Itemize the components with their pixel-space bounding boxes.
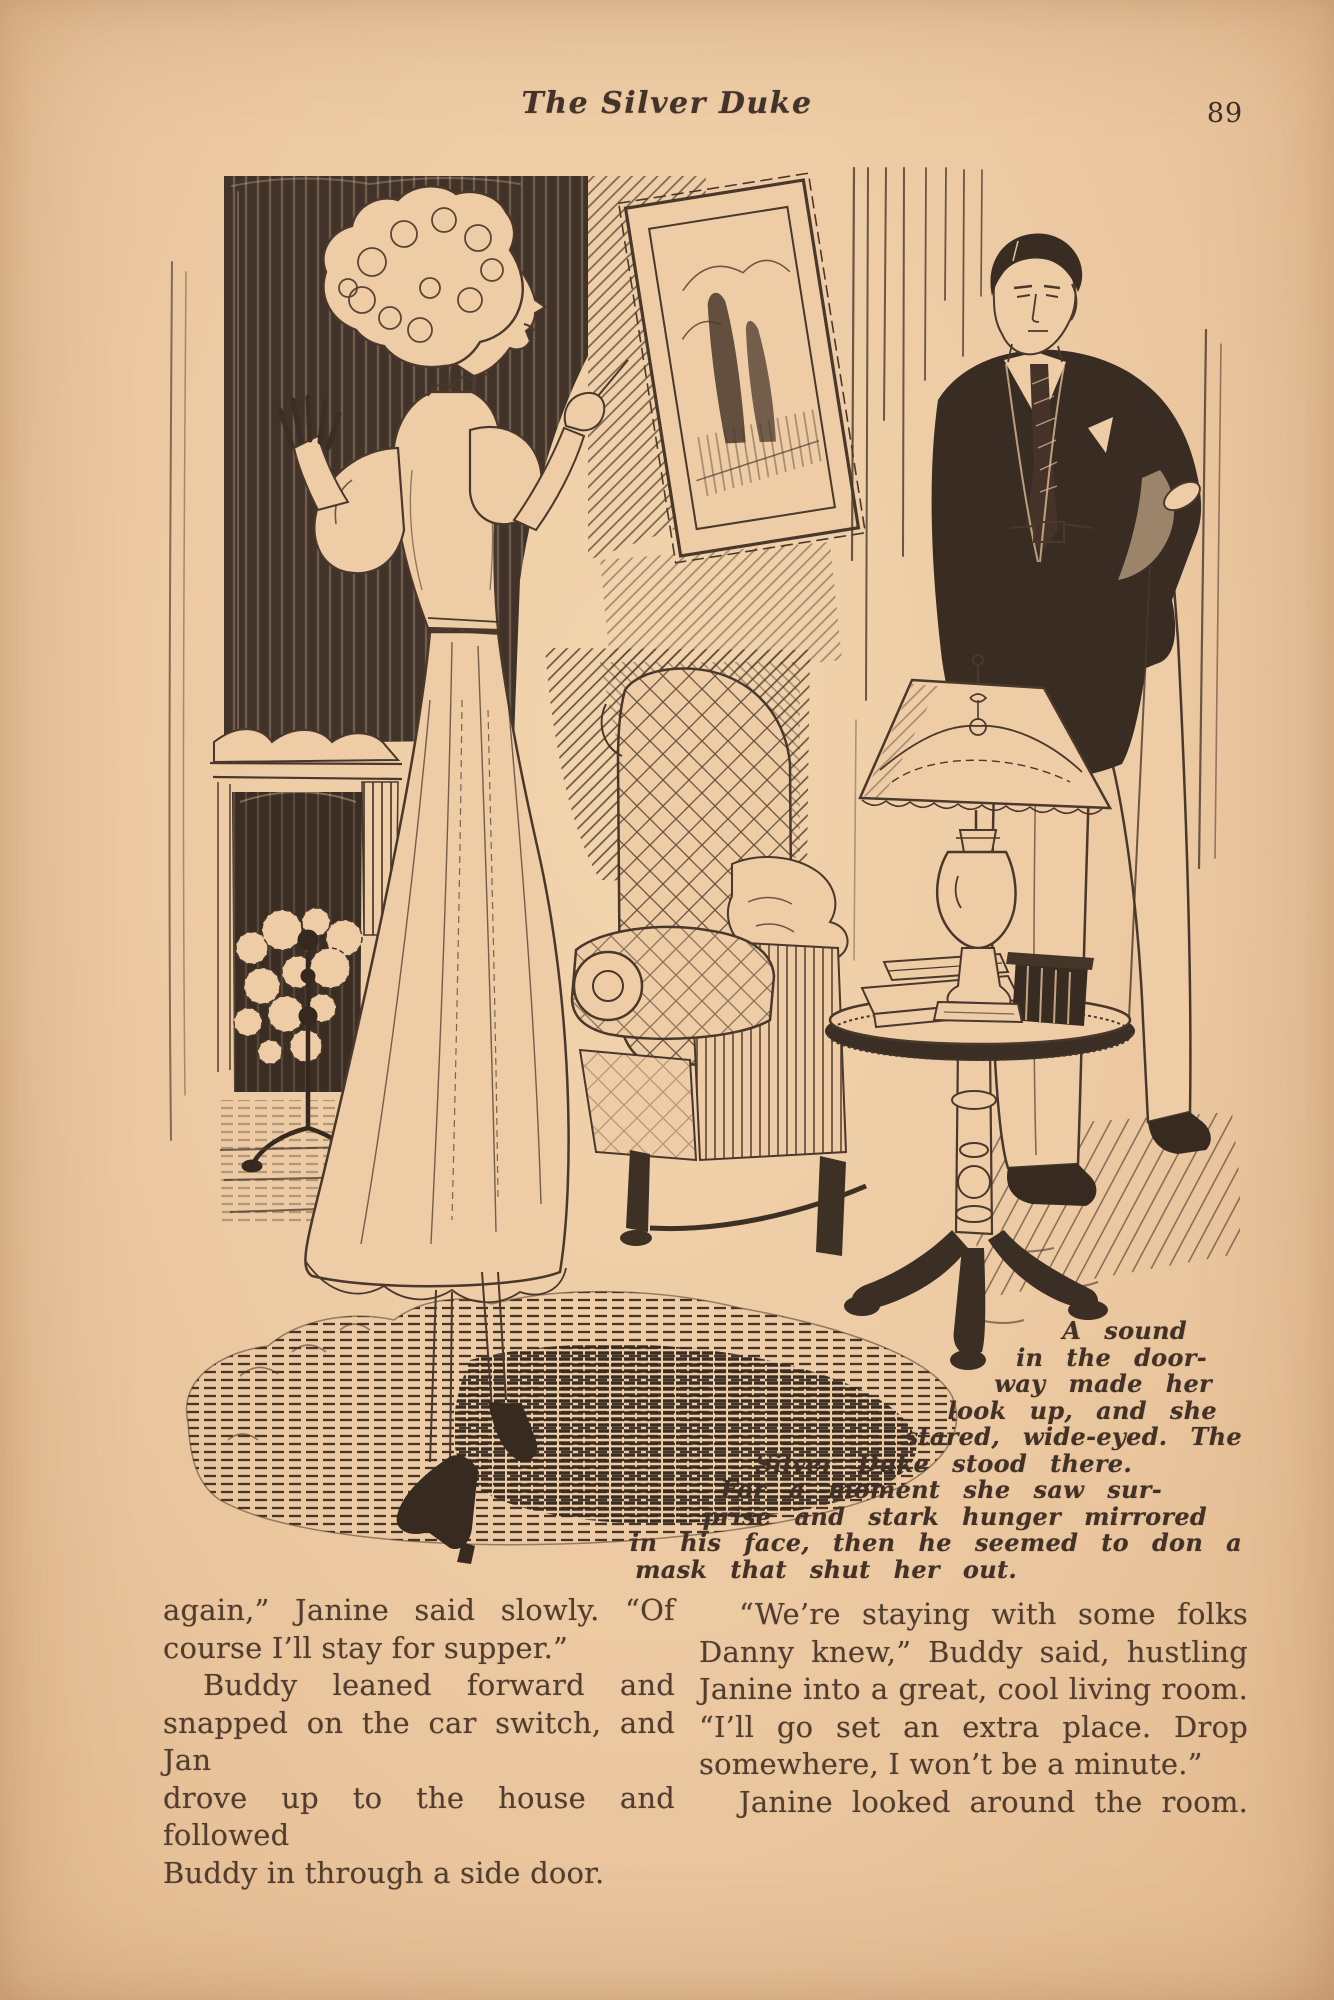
text-line: Janine looked around the room. (739, 1784, 1248, 1819)
caption-line: mask that shut her out. (635, 1554, 1017, 1584)
caption-line: way made her (994, 1369, 1212, 1398)
text-line: somewhere, I won’t be a minute.” (699, 1747, 1203, 1781)
text-line: “I’ll go set an extra place. Drop (699, 1709, 1248, 1744)
caption-line: Silver Duke stood there. (755, 1448, 1132, 1478)
caption-line: in the door- (1016, 1342, 1207, 1372)
caption-line: A sound (1062, 1316, 1187, 1345)
hand (565, 393, 604, 430)
caption-line: look up, and she (947, 1395, 1217, 1425)
armchair (545, 648, 866, 1256)
text-line: drove up to the house and followed (163, 1780, 675, 1852)
shoe (1007, 1164, 1096, 1206)
caption-line: in his face, then he seemed to don a (630, 1528, 1242, 1557)
page-number: 89 (1206, 98, 1244, 129)
caption-line: stared, wide-eyed. The (904, 1422, 1242, 1451)
text-line: again,” Janine said slowly. “Of (163, 1593, 675, 1627)
text-line: “We’re staying with some folks (739, 1597, 1248, 1631)
illustration-caption (522, 1318, 1242, 1583)
caption-line: prise and stark hunger mirrored (702, 1501, 1207, 1531)
text-line: course I’ll stay for supper.” (163, 1630, 569, 1665)
running-title: The Silver Duke (521, 86, 813, 121)
right-text-column (699, 1596, 1248, 1821)
text-line: Danny knew,” Buddy said, hustling (699, 1634, 1248, 1669)
text-line: Buddy in through a side door. (163, 1855, 605, 1890)
text-line: snapped on the car switch, and Jan (163, 1705, 675, 1777)
text-line: Buddy leaned forward and (203, 1668, 675, 1702)
text-line: Janine into a great, cool living room. (699, 1672, 1248, 1706)
lamp-urn-base (937, 852, 1015, 948)
caption-line: For a moment she saw sur- (720, 1475, 1162, 1504)
left-text-column (163, 1592, 675, 1892)
